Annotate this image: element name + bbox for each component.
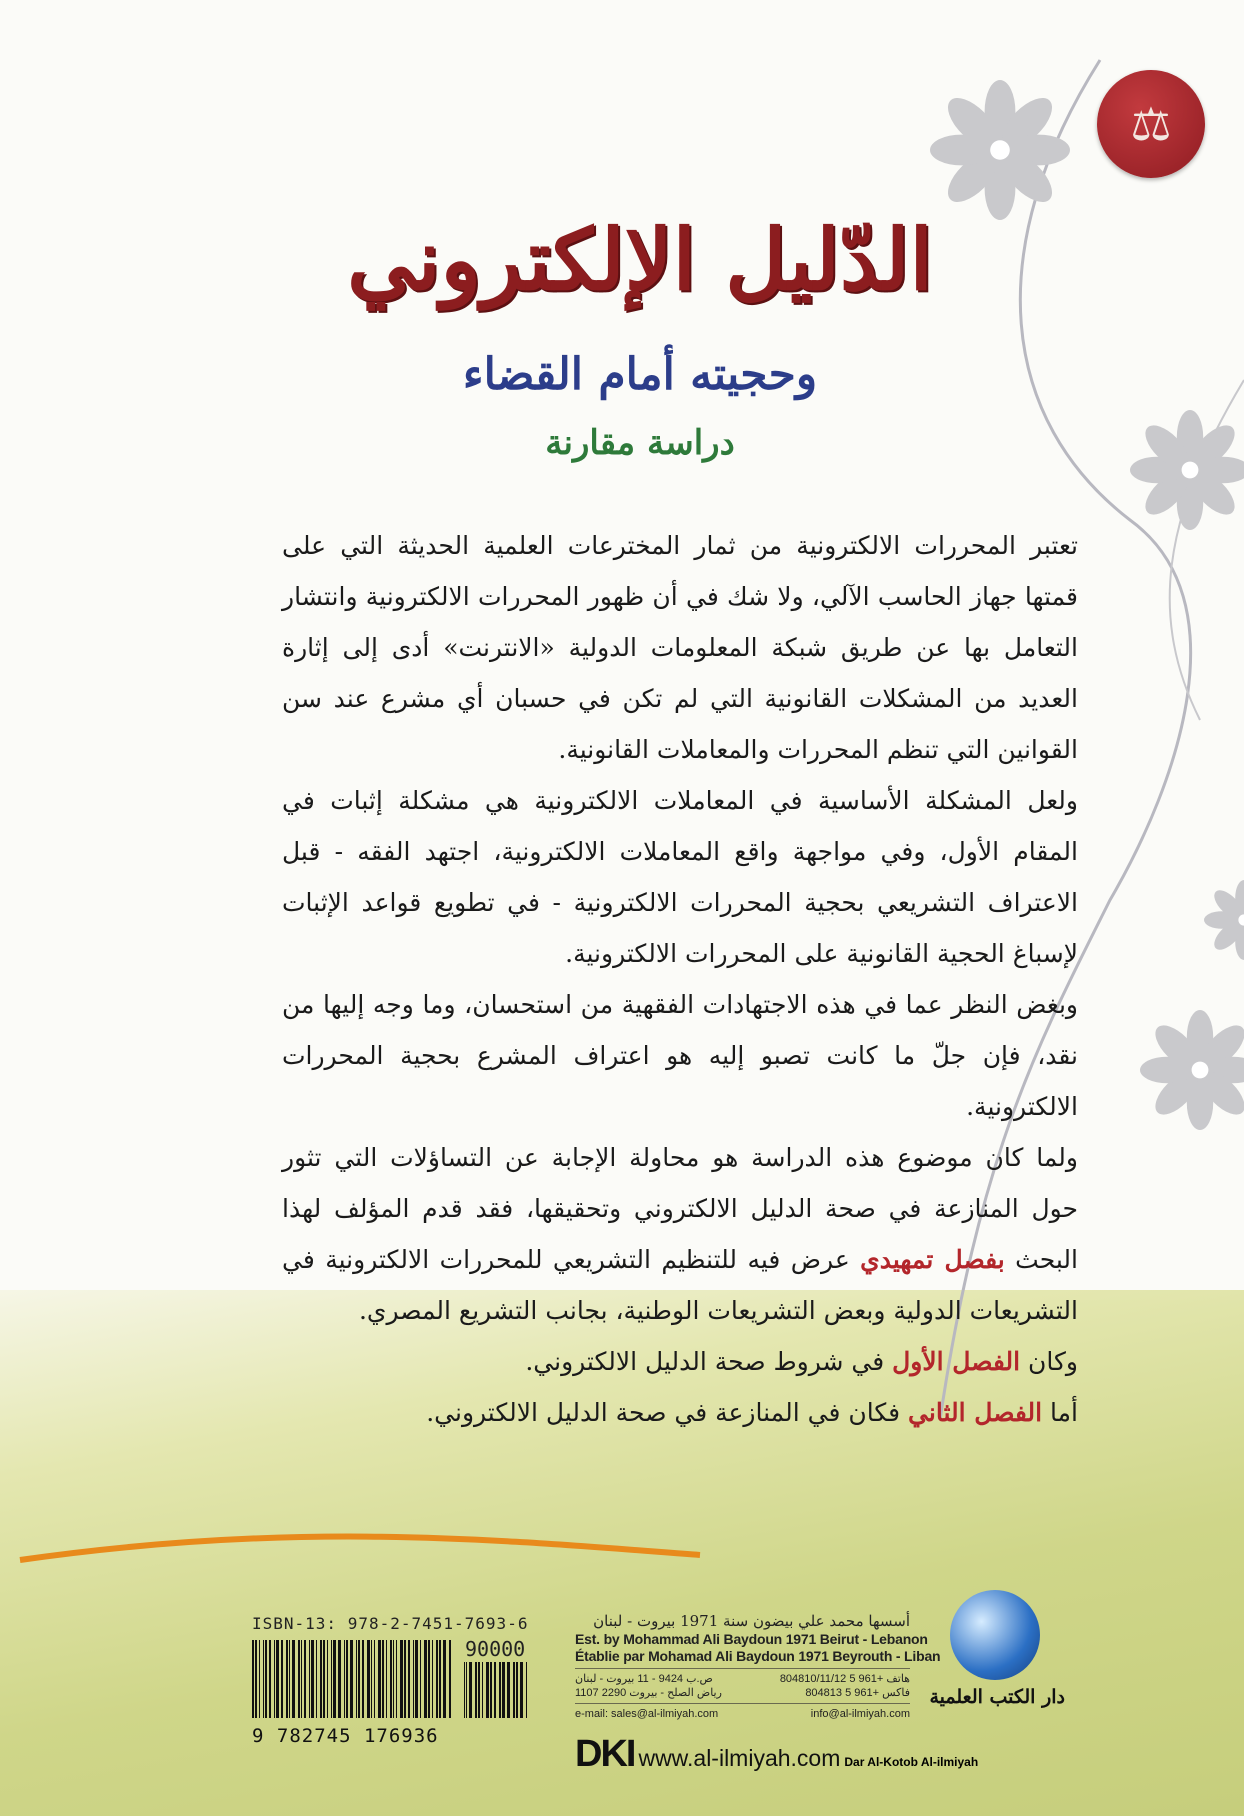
barcode-bar xyxy=(362,1640,364,1718)
barcode-bar xyxy=(499,1662,501,1718)
barcode-bar xyxy=(281,1640,283,1718)
paragraph: ولعل المشكلة الأساسية في المعاملات الالكترونية هي مشكلة إثبات في المقام الأول، وفي مواجهة واقع المعاملات الالكترونية، اجتهد الفقه - قبل الاعتراف التشريعي بحجية المحررات الالكترونية - في تطويع قواعد الإثبات لإسباغ الحجية القانونية على المحررات الالكترونية. xyxy=(282,786,1078,968)
paragraph xyxy=(282,1132,1078,1336)
highlight-text: الفصل الثاني xyxy=(908,1398,1043,1427)
barcode-bar xyxy=(516,1662,518,1718)
publisher-name-en: Dar Al-Kotob Al-ilmiyah xyxy=(844,1755,979,1769)
barcode-bar xyxy=(292,1640,295,1718)
publisher-name-ar: دار الكتب العلمية xyxy=(929,1686,1065,1708)
barcode-bar xyxy=(382,1640,384,1718)
barcode-bar xyxy=(420,1640,421,1718)
barcode-bar xyxy=(507,1662,510,1718)
barcode-bar xyxy=(464,1662,465,1718)
barcode-bar xyxy=(255,1640,257,1718)
barcode-bar xyxy=(439,1640,441,1718)
barcode-bar xyxy=(396,1640,397,1718)
isbn-text: ISBN-13: 978-2-7451-7693-6 xyxy=(252,1614,529,1633)
barcode-bar xyxy=(289,1640,290,1718)
book-subtitle-study: دراسة مقارنة xyxy=(545,423,735,463)
text: في شروط صحة الدليل الالكتروني. xyxy=(525,1347,893,1376)
barcode-bar xyxy=(371,1640,372,1718)
barcode-bar xyxy=(378,1640,381,1718)
text: ولما كان موضوع هذه الدراسة هو محاولة الإجابة عن التساؤلات التي تثور حول المنازعة في صحة الدليل الالكتروني وتحقيقها، فقد قدم المؤلف لهذا البحث xyxy=(282,1143,1078,1274)
barcode-bar xyxy=(301,1640,302,1718)
barcode-bar xyxy=(449,1640,451,1718)
book-title: الدّليل الإلكتروني xyxy=(347,210,933,309)
barcode-bars xyxy=(252,1640,452,1718)
barcode-bar xyxy=(386,1640,387,1718)
flower-center xyxy=(1192,1062,1209,1079)
flower-center xyxy=(990,140,1010,160)
barcode-bar xyxy=(338,1640,341,1718)
price-code: 90000 xyxy=(465,1637,526,1661)
publisher-globe-logo xyxy=(950,1590,1040,1680)
barcode-bar xyxy=(259,1640,260,1718)
barcode-bar xyxy=(298,1640,300,1718)
barcode-bar xyxy=(482,1662,483,1718)
text: وكان xyxy=(1020,1347,1078,1376)
founded-english: Est. by Mohammad Ali Baydoun 1971 Beirut - Lebanon xyxy=(575,1631,928,1647)
barcode-bar xyxy=(486,1662,489,1718)
barcode-bar xyxy=(490,1662,492,1718)
barcode-bar xyxy=(350,1640,353,1718)
publisher-info xyxy=(575,1612,941,1721)
barcode-bar xyxy=(309,1640,310,1718)
barcode-bar xyxy=(323,1640,325,1718)
founded-arabic: أسسها محمد علي بيضون سنة 1971 بيروت - لبنان xyxy=(593,1612,910,1630)
blurb-text xyxy=(282,520,1078,1438)
barcode-bar xyxy=(367,1640,370,1718)
barcode-bar xyxy=(475,1662,477,1718)
barcode-bar xyxy=(304,1640,306,1718)
barcode-bar xyxy=(415,1640,418,1718)
barcode-bar xyxy=(436,1640,438,1718)
po-box: ص.ب 9424 - 11 بيروت - لبنان xyxy=(575,1673,713,1685)
flower-center xyxy=(1182,462,1199,479)
barcode-bar xyxy=(286,1640,288,1718)
barcode-bar xyxy=(390,1640,392,1718)
barcode-bar xyxy=(344,1640,345,1718)
barcode-bar xyxy=(320,1640,322,1718)
sales-email[interactable]: e-mail: sales@al-ilmiyah.com xyxy=(575,1708,719,1720)
barcode-bar xyxy=(346,1640,348,1718)
barcode-bar xyxy=(331,1640,332,1718)
barcode-bar xyxy=(424,1640,427,1718)
barcode-bar xyxy=(311,1640,314,1718)
barcode-bar xyxy=(333,1640,336,1718)
barcode-bar xyxy=(408,1640,410,1718)
barcode-bar xyxy=(356,1640,357,1718)
barcode-bar xyxy=(327,1640,328,1718)
book-subtitle: وحجيته أمام القضاء xyxy=(462,349,818,400)
barcode-bar xyxy=(269,1640,271,1718)
barcode-bar xyxy=(428,1640,430,1718)
barcode-bar xyxy=(374,1640,375,1718)
barcode-bar xyxy=(469,1662,472,1718)
barcode-number: 9 782745 176936 xyxy=(252,1725,439,1747)
barcode-bar xyxy=(432,1640,433,1718)
barcode-bar xyxy=(443,1640,446,1718)
barcode-bar xyxy=(494,1662,496,1718)
barcode-bar xyxy=(263,1640,264,1718)
paragraph xyxy=(282,1387,1078,1438)
barcode-bar xyxy=(252,1640,254,1718)
text: فكان في المنازعة في صحة الدليل الالكتروني. xyxy=(426,1398,909,1427)
website-link[interactable]: www.al-ilmiyah.com xyxy=(638,1745,841,1771)
founded-french: Établie par Mohamad Ali Baydoun 1971 Beyrouth - Liban xyxy=(575,1648,941,1664)
address: رياض الصلح - بيروت 2290 1107 xyxy=(575,1687,722,1699)
paragraph: وبغض النظر عما في هذه الاجتهادات الفقهية من استحسان، وما وجه إليها من نقد، فإن جلّ ما كانت تصبو إليه هو اعتراف المشرع بحجية المحررات الالكترونية. xyxy=(282,990,1078,1121)
barcode-bar xyxy=(466,1662,467,1718)
barcode-bar xyxy=(478,1662,480,1718)
barcode-bar xyxy=(265,1640,267,1718)
barcode-bar xyxy=(358,1640,360,1718)
scales-of-justice-icon: ⚖ xyxy=(1097,70,1205,178)
paragraph xyxy=(282,1336,1078,1387)
fax: فاكس +961 5 804813 xyxy=(805,1687,910,1699)
dki-logo: DKI xyxy=(575,1733,635,1775)
barcode-bar xyxy=(513,1662,515,1718)
highlight-text: بفصل تمهيدي xyxy=(860,1245,1005,1274)
barcode-addon-bars xyxy=(464,1662,528,1718)
barcode-bar xyxy=(316,1640,317,1718)
info-email[interactable]: info@al-ilmiyah.com xyxy=(810,1708,910,1720)
barcode-bar xyxy=(393,1640,394,1718)
phone: هاتف +961 5 804810/11/12 xyxy=(779,1673,910,1685)
barcode-bar xyxy=(276,1640,279,1718)
text: أما xyxy=(1042,1398,1078,1427)
barcode-bar xyxy=(526,1662,527,1718)
barcode-bar xyxy=(274,1640,275,1718)
barcode-bar xyxy=(520,1662,523,1718)
barcode-bar xyxy=(404,1640,406,1718)
publisher-web-line xyxy=(575,1732,978,1776)
barcode-bar xyxy=(413,1640,414,1718)
text: عرض فيه للتنظيم التشريعي للمحررات الالكترونية في التشريعات الدولية وبعض التشريعات الوطنية، بجانب التشريع المصري. xyxy=(282,1245,1078,1325)
barcode-bar xyxy=(400,1640,403,1718)
paragraph: تعتبر المحررات الالكترونية من ثمار المخترعات العلمية الحديثة التي على قمتها جهاز الحاسب الآلي، ولا شك في أن ظهور المحررات الالكترونية وانتشار التعامل بها عن طريق شبكة المعلومات الدولية «الانترنت» أدى إلى إثارة العديد من المشكلات القانونية التي لم تكن في حسبان أي مشرع عند سن القوانين التي تنظم المحررات والمعاملات القانونية. xyxy=(282,531,1078,764)
highlight-text: الفصل الأول xyxy=(892,1347,1021,1376)
barcode-bar xyxy=(502,1662,505,1718)
